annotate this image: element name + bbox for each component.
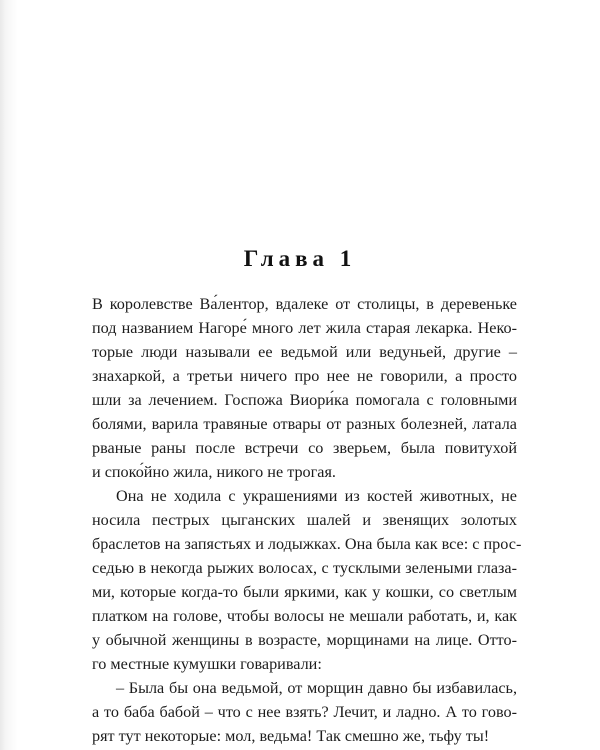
text-line: и споко́йно жила, никого не трогая. (92, 463, 336, 481)
text-line: под названием Нагоре́ много лет жила старая лекарка. Неко- (92, 319, 517, 337)
text-line: болями, варила травяные отвары от разных болезней, латала (92, 415, 517, 433)
text-line: у обычной женщины в возрасте, морщинами на лице. Отто- (92, 631, 517, 649)
text-line: седью в некогда рыжих волосах, с тусклыми зелеными глаза- (92, 559, 517, 577)
text-line: носила пестрых цыганских шалей и звенящих золотых (92, 511, 517, 529)
text-line: знахаркой, а третьи ничего про нее не говорили, а просто (92, 367, 517, 385)
text-line: В королевстве Ва́лентор, вдалеке от столицы, в деревеньке (92, 295, 517, 313)
text-line: браслетов на запястьях и лодыжках. Она была как все: с прос- (92, 535, 522, 553)
text-line: торые люди называли ее ведьмой или ведуньей, другие – (92, 343, 517, 361)
text-line: го местные кумушки говаривали: (92, 655, 322, 673)
text-line: шли за лечением. Госпожа Виори́ка помогала с головными (92, 391, 517, 409)
text-line: рваные раны после встречи со зверьем, была повитухой (92, 439, 517, 457)
text-line: – Была бы она ведьмой, от морщин давно бы избавилась, (116, 679, 517, 697)
text-line: ми, которые когда-то были яркими, как у кошки, со светлым (92, 583, 517, 601)
text-line: а то баба бабой – что с нее взять? Лечит, и ладно. А то гово- (92, 703, 517, 721)
text-line: рят тут некоторые: мол, ведьма! Так смешно же, тьфу ты! (92, 727, 490, 745)
text-line: Она не ходила с украшениями из костей животных, не (116, 487, 517, 505)
chapter-title: Глава 1 (243, 246, 357, 271)
text-line: платком на голове, чтобы волосы не мешали работать, и, как (92, 607, 517, 625)
